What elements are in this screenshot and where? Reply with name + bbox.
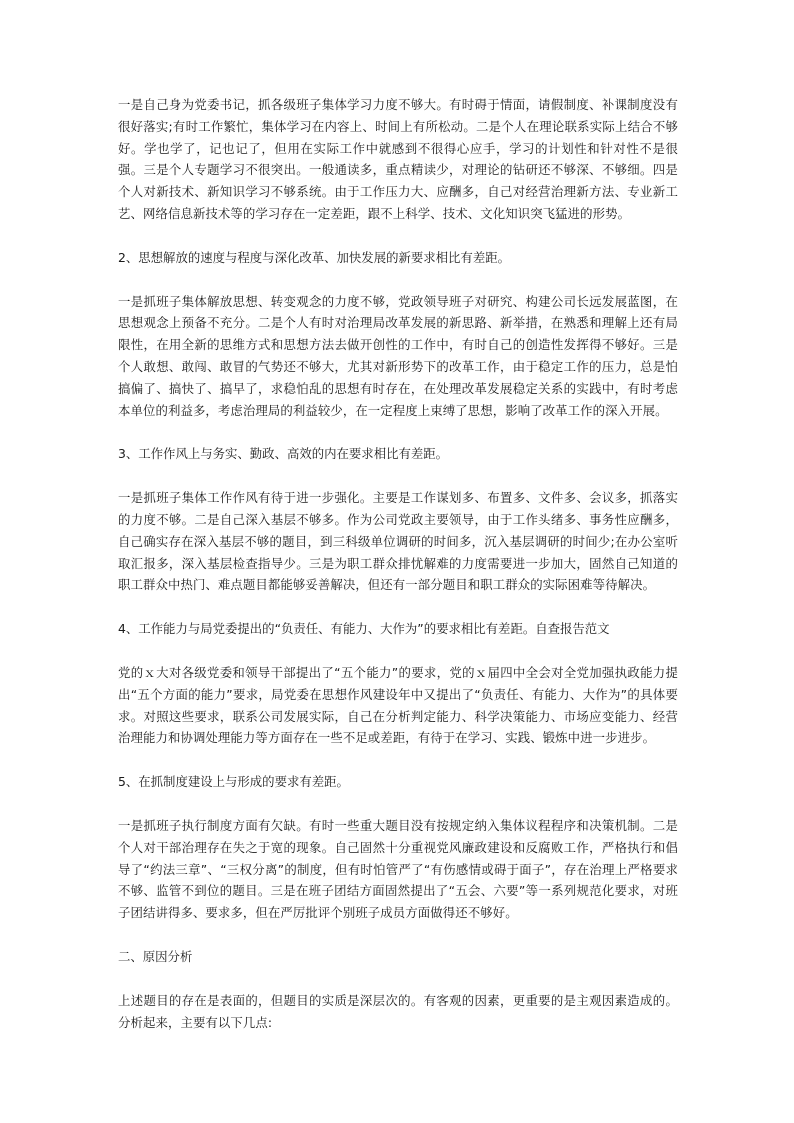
paragraph-system-building: 一是抓班子执行制度方面有欠缺。有时一些重大题目没有按规定纳入集体议程程序和决策机制。二是个人对干部治理存在失之于宽的现象。自己固然十分重视党风廉政建设和反腐败工作，严格执行和倡导了“约法三章”、“三权分离”的制度，但有时怕管严了“有伤感情或碍于面子”，存在治理上严格要求不够、监管不到位的题目。三是在班子团结方面固然提出了“五会、六要”等一系列规范化要求，对班子团结讲得多、要求多，但在严厉批评个别班子成员方面做得还不够好。: [118, 817, 678, 921]
heading-thought-liberation: 2、思想解放的速度与程度与深化改革、加快发展的新要求相比有差距。: [118, 249, 510, 265]
heading-work-ability: 4、工作能力与局党委提出的“负责任、有能力、大作为”的要求相比有差距。自查报告范文: [118, 621, 610, 637]
paragraph-thought-liberation: 一是抓班子集体解放思想、转变观念的力度不够，党政领导班子对研究、构建公司长远发展蓝图，在思想观念上预备不充分。二是个人有时对治理局改革发展的新思路、新举措，在熟悉和理解上还有局限性，在用全新的思维方式和思想方法去做开创性的工作中，有时自己的创造性发挥得不够好。三是个人敢想、敢闯、敢冒的气势还不够大，尤其对新形势下的改革工作，由于稳定工作的压力，总是怕搞偏了、搞快了、搞早了，求稳怕乱的思想有时存在，在处理改革发展稳定关系的实践中，有时考虑本单位的利益多，考虑治理局的利益较少，在一定程度上束缚了思想，影响了改革工作的深入开展。: [118, 293, 678, 418]
paragraph-study: 一是自己身为党委书记，抓各级班子集体学习力度不够大。有时碍于情面，请假制度、补课制度没有很好落实;有时工作繁忙，集体学习在内容上、时间上有所松动。二是个人在理论联系实际上结合不够好。学也学了，记也记了，但用在实际工作中就感到不很得心应手，学习的计划性和针对性不是很强。三是个人专题学习不很突出。一般通读多，重点精读少，对理论的钻研还不够深、不够细。四是个人对新技术、新知识学习不够系统。由于工作压力大、应酬多，自己对经营治理新方法、专业新工艺、网络信息新技术等的学习存在一定差距，跟不上科学、技术、文化知识突飞猛进的形势。: [118, 97, 678, 221]
paragraph-cause-analysis: 上述题目的存在是表面的，但题目的实质是深层次的。有客观的因素，更重要的是主观因素造成的。分析起来，主要有以下几点:: [118, 992, 678, 1030]
paragraph-work-ability: 党的ｘ大对各级党委和领导干部提出了“五个能力”的要求，党的ｘ届四中全会对全党加强执政能力提出“五个方面的能力”要求，局党委在思想作风建设年中又提出了“负责任、有能力、大作为”的具体要求。对照这些要求，联系公司发展实际，自己在分析判定能力、科学决策能力、市场应变能力、经营治理能力和协调处理能力等方面存在一些不足或差距，有待于在学习、实践、锻炼中进一步进步。: [118, 664, 678, 746]
heading-system-building: 5、在抓制度建设上与形成的要求有差距。: [118, 774, 349, 790]
document-page: [118, 94, 678, 1055]
heading-work-style: 3、工作作风上与务实、勤政、高效的内在要求相比有差距。: [118, 446, 449, 462]
heading-cause-analysis: 二、原因分析: [118, 948, 193, 964]
paragraph-work-style: 一是抓班子集体工作作风有待于进一步强化。主要是工作谋划多、布置多、文件多、会议多，抓落实的力度不够。二是自己深入基层不够多。作为公司党政主要领导，由于工作头绪多、事务性应酬多，自己确实存在深入基层不够的题目，到三科级单位调研的时间多，沉入基层调研的时间少;在办公室听取汇报多，深入基层检查指导少。三是为职工群众排忧解难的力度需要进一步加大，固然自己知道的职工群众中热门、难点题目都能够妥善解决，但还有一部分题目和职工群众的实际困难等待解决。: [118, 490, 678, 593]
